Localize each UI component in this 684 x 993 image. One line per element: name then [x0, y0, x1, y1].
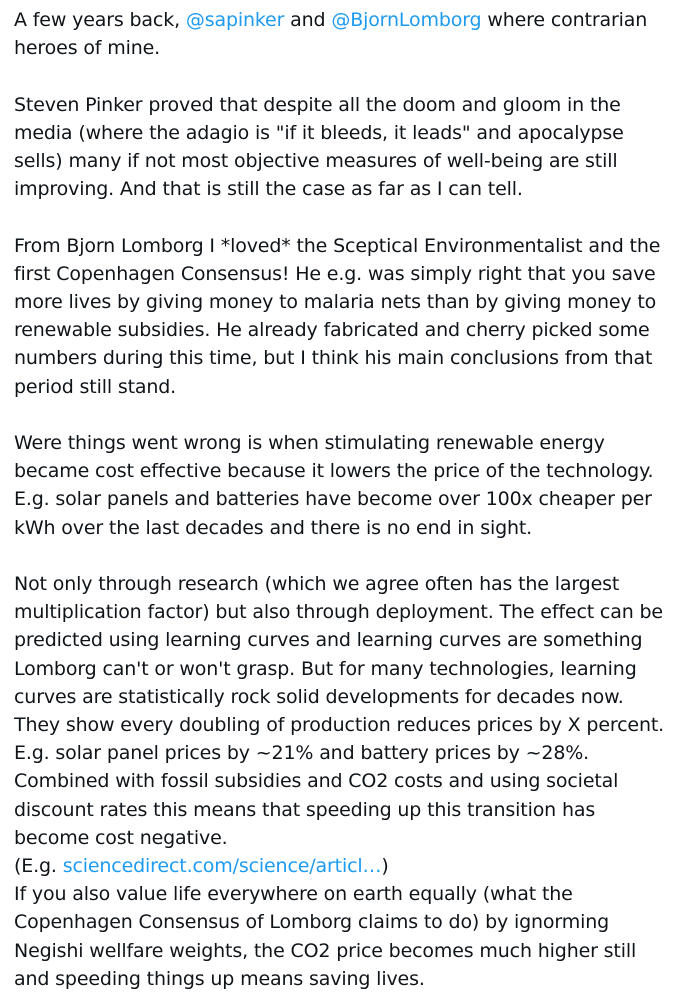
mention-sapinker[interactable]: @sapinker [185, 9, 285, 31]
sciencedirect-link[interactable]: sciencedirect.com/science/articl… [62, 855, 382, 878]
paragraph-pinker: Steven Pinker proved that despite all the doom and gloom in the media (where the adagio is "if it bleeds, it leads" and apocalypse sells) many if not most objective measures of well-being are still improving. And that is still the case as far as I can tell. [14, 93, 624, 201]
reference-text-after: ) [381, 855, 389, 878]
paragraph-intro [14, 6, 670, 62]
paragraph-learning-curves: Not only through research (which we agree often has the largest multiplication factor) but also through deployment. The effect can be predicted using learning curves and learning curves are something Lomborg can't or won't grasp. But for many technologies, learning curves are statistically rock solid developments for decades now. They show every doubling of production reduces prices by X percent. E.g. solar panel prices by ~21% and battery prices by ~28%. Combined with fossil subsidies and CO2 costs and using societal discount rates this means that speeding up this transition has become cost negative. [14, 573, 665, 849]
paragraph-co2-price: If you also value life everywhere on earth equally (what the Copenhagen Consensus of Lomborg claims to do) by ignorming Negishi wellfare weights, the CO2 price becomes much higher still and speeding things up means saving lives. [14, 883, 637, 990]
intro-text-middle: and [284, 9, 332, 31]
paragraph-renewables: Were things went wrong is when stimulating renewable energy became cost effective because it lowers the price of the technology. E.g. solar panels and batteries have become over 100x cheaper per kWh over the last decades and there is no end in sight. [14, 432, 654, 539]
intro-text-after: where contrarian heroes of mine. [14, 9, 648, 60]
paragraph-lomborg: From Bjorn Lomborg I *loved* the Sceptical Environmentalist and the first Copenhagen Consensus! He e.g. was simply right that you save more lives by giving money to malaria nets than by giving money to renewable subsidies. He already fabricated and cherry picked some numbers during this time, but I think his main conclusions from that period still stand. [14, 234, 661, 398]
reference-text-before: (E.g. [14, 855, 63, 878]
intro-text-before: A few years back, [14, 9, 186, 31]
mention-bjornlomborg[interactable]: @BjornLomborg [331, 9, 482, 31]
paragraph-reference [14, 852, 670, 880]
